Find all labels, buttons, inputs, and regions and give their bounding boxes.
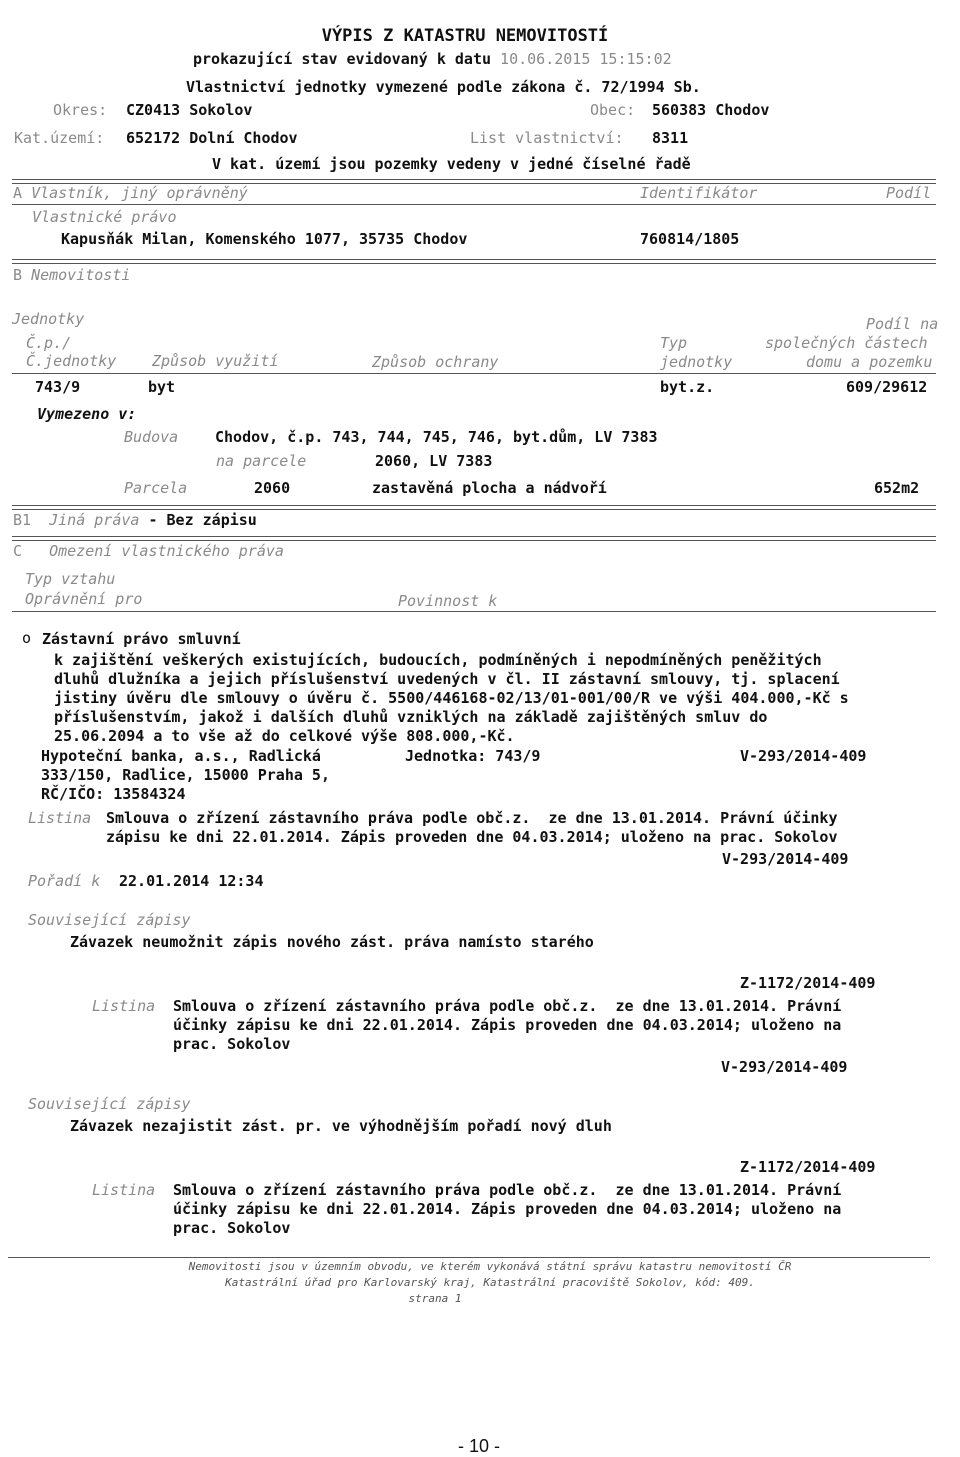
col-share-1: Podíl na bbox=[866, 315, 939, 333]
section-b1-code: B1 bbox=[13, 511, 32, 529]
footer-line: Nemovitosti jsou v územním obvodu, ve kterém vykonává státní správu katastru nemovitostí ČR bbox=[188, 1260, 792, 1273]
section-a-code: A bbox=[13, 184, 23, 202]
obec-value: 560383 Chodov bbox=[652, 101, 770, 119]
on-parcel-value: 2060, LV 7383 bbox=[375, 452, 493, 470]
building-label: Budova bbox=[124, 428, 179, 446]
col-type-1: Typ bbox=[660, 334, 688, 352]
duty-unit: Jednotka: 743/9 bbox=[405, 747, 541, 765]
on-parcel-label: na parcele bbox=[216, 452, 307, 470]
related-ref: Z-1172/2014-409 bbox=[740, 1158, 876, 1176]
listina-text: zápisu ke dni 22.01.2014. Zápis proveden dne 04.03.2014; uloženo na prac. Sokolov bbox=[106, 828, 838, 846]
status-line bbox=[193, 50, 672, 68]
col-use: Způsob využití bbox=[152, 352, 279, 370]
listina-text: Smlouva o zřízení zástavního práva podle obč.z. ze dne 13.01.2014. Právní účinky bbox=[106, 809, 838, 827]
listina-text: účinky zápisu ke dni 22.01.2014. Zápis proveden dne 04.03.2014; uloženo na bbox=[173, 1016, 842, 1034]
col-cp-2: Č.jednotky bbox=[26, 352, 117, 370]
okres-label: Okres: bbox=[53, 101, 108, 119]
parcel-type: zastavěná plocha a nádvoří bbox=[372, 479, 607, 497]
ownership-line: Vlastnictví jednotky vymezené podle zákona č. 72/1994 Sb. bbox=[186, 78, 701, 96]
listina-text: prac. Sokolov bbox=[173, 1035, 291, 1053]
section-b1-value: - Bez zápisu bbox=[148, 511, 257, 529]
order-value: 22.01.2014 12:34 bbox=[119, 872, 264, 890]
related-label: Související zápisy bbox=[28, 911, 191, 929]
col-protection: Způsob ochrany bbox=[372, 353, 499, 371]
divider bbox=[12, 204, 936, 205]
lien-text-line: jistiny úvěru dle smlouvy o úvěru č. 5500/446168-02/13/01-001/00/R ve výši 404.000,-Kč s bbox=[54, 689, 849, 707]
col-cp-1: Č.p./ bbox=[26, 334, 72, 352]
section-a-header bbox=[13, 184, 248, 202]
page-number: - 10 - bbox=[458, 1436, 501, 1456]
lien-text-line: 25.06.2094 a to vše až do celkové výše 808.000,-Kč. bbox=[54, 727, 515, 745]
divider bbox=[12, 373, 936, 374]
related-text: Závazek nezajistit zást. pr. ve výhodnějším pořadí nový dluh bbox=[70, 1117, 612, 1135]
owner-id: 760814/1805 bbox=[640, 230, 740, 248]
numbering-note: V kat. území jsou pozemky vedeny v jedné číselné řadě bbox=[212, 155, 691, 173]
lv-value: 8311 bbox=[652, 129, 689, 147]
okres-value: CZ0413 Sokolov bbox=[126, 101, 253, 119]
divider bbox=[12, 611, 936, 612]
section-c-heading: Omezení vlastnického práva bbox=[49, 542, 284, 560]
listina-text: účinky zápisu ke dni 22.01.2014. Zápis proveden dne 04.03.2014; uloženo na bbox=[173, 1200, 842, 1218]
listina-text: Smlouva o zřízení zástavního práva podle obč.z. ze dne 13.01.2014. Právní bbox=[173, 997, 842, 1015]
lv-label: List vlastnictví: bbox=[470, 129, 624, 147]
col-share-3: domu a pozemku bbox=[806, 353, 933, 371]
footer-rule bbox=[8, 1257, 930, 1258]
bank-line: 333/150, Radlice, 15000 Praha 5, bbox=[41, 766, 330, 784]
col-relation-type: Typ vztahu bbox=[25, 570, 116, 588]
col-entitled: Oprávnění pro bbox=[25, 590, 143, 608]
lien-text-line: dluhů dlužníka a jejich příslušenství uvedených v čl. II zástavní smlouvy, tj. splacení bbox=[54, 670, 840, 688]
owner-name: Kapusňák Milan, Komenského 1077, 35735 Chodov bbox=[61, 230, 468, 248]
obec-label: Obec: bbox=[590, 101, 636, 119]
defined-label: Vymezeno v: bbox=[37, 405, 137, 423]
listina-ref: V-293/2014-409 bbox=[722, 850, 849, 868]
listina-text: prac. Sokolov bbox=[173, 1219, 291, 1237]
bank-line: RČ/IČO: 13584324 bbox=[41, 785, 186, 803]
section-b1-header bbox=[13, 511, 257, 529]
section-b-rule bbox=[12, 259, 936, 264]
section-b1-rule bbox=[12, 505, 936, 510]
ref-main: V-293/2014-409 bbox=[740, 747, 867, 765]
katuzemi-label: Kat.území: bbox=[14, 129, 105, 147]
listina-label: Listina bbox=[92, 997, 156, 1015]
parcel-number: 2060 bbox=[254, 479, 291, 497]
col-identifier: Identifikátor bbox=[640, 184, 758, 202]
unit-number: 743/9 bbox=[35, 378, 81, 396]
section-b-code: B bbox=[13, 266, 23, 284]
col-duty: Povinnost k bbox=[398, 592, 498, 610]
col-share-2: společných částech bbox=[765, 334, 928, 352]
building-value: Chodov, č.p. 743, 744, 745, 746, byt.dům, LV 7383 bbox=[215, 428, 658, 446]
related-text: Závazek neumožnit zápis nového zást. práva namísto starého bbox=[70, 933, 594, 951]
status-date: 10.06.2015 15:15:02 bbox=[500, 50, 672, 68]
section-c-header bbox=[13, 542, 284, 560]
section-c-rule bbox=[12, 536, 936, 541]
section-b1-heading: Jiná práva bbox=[49, 511, 140, 529]
unit-type: byt.z. bbox=[660, 378, 715, 396]
lien-text-line: příslušenstvím, jakož i dalších dluhů vzniklých na základě zajištěných smluv do bbox=[54, 708, 768, 726]
section-b-header bbox=[13, 266, 130, 284]
listina-ref: V-293/2014-409 bbox=[721, 1058, 848, 1076]
section-a-heading: Vlastník, jiný oprávněný bbox=[31, 184, 248, 202]
bank-line: Hypoteční banka, a.s., Radlická bbox=[41, 747, 321, 765]
listina-label: Listina bbox=[92, 1181, 156, 1199]
units-label: Jednotky bbox=[12, 310, 85, 328]
footer-line: Katastrální úřad pro Karlovarský kraj, Katastrální pracoviště Sokolov, kód: 409. bbox=[225, 1276, 755, 1289]
document-title: VÝPIS Z KATASTRU NEMOVITOSTÍ bbox=[321, 26, 609, 46]
bullet: o bbox=[22, 629, 32, 647]
unit-use: byt bbox=[148, 378, 176, 396]
related-ref: Z-1172/2014-409 bbox=[740, 974, 876, 992]
section-b-heading: Nemovitosti bbox=[31, 266, 131, 284]
footer-page-label: strana 1 bbox=[408, 1292, 462, 1305]
order-label: Pořadí k bbox=[28, 872, 101, 890]
parcel-area: 652m2 bbox=[874, 479, 920, 497]
col-share: Podíl bbox=[886, 184, 932, 202]
listina-text: Smlouva o zřízení zástavního práva podle obč.z. ze dne 13.01.2014. Právní bbox=[173, 1181, 842, 1199]
listina-label: Listina bbox=[28, 809, 92, 827]
col-type-2: jednotky bbox=[660, 353, 733, 371]
related-label: Související zápisy bbox=[28, 1095, 191, 1113]
ownership-right-heading: Vlastnické právo bbox=[32, 208, 177, 226]
unit-share: 609/29612 bbox=[846, 378, 928, 396]
lien-title: Zástavní právo smluvní bbox=[42, 630, 241, 648]
section-c-code: C bbox=[13, 542, 23, 560]
lien-text-line: k zajištění veškerých existujících, budoucích, podmíněných i nepodmíněných peněžitých bbox=[54, 651, 822, 669]
status-prefix: prokazující stav evidovaný k datu bbox=[193, 50, 492, 68]
parcel-label: Parcela bbox=[124, 479, 188, 497]
katuzemi-value: 652172 Dolní Chodov bbox=[126, 129, 298, 147]
